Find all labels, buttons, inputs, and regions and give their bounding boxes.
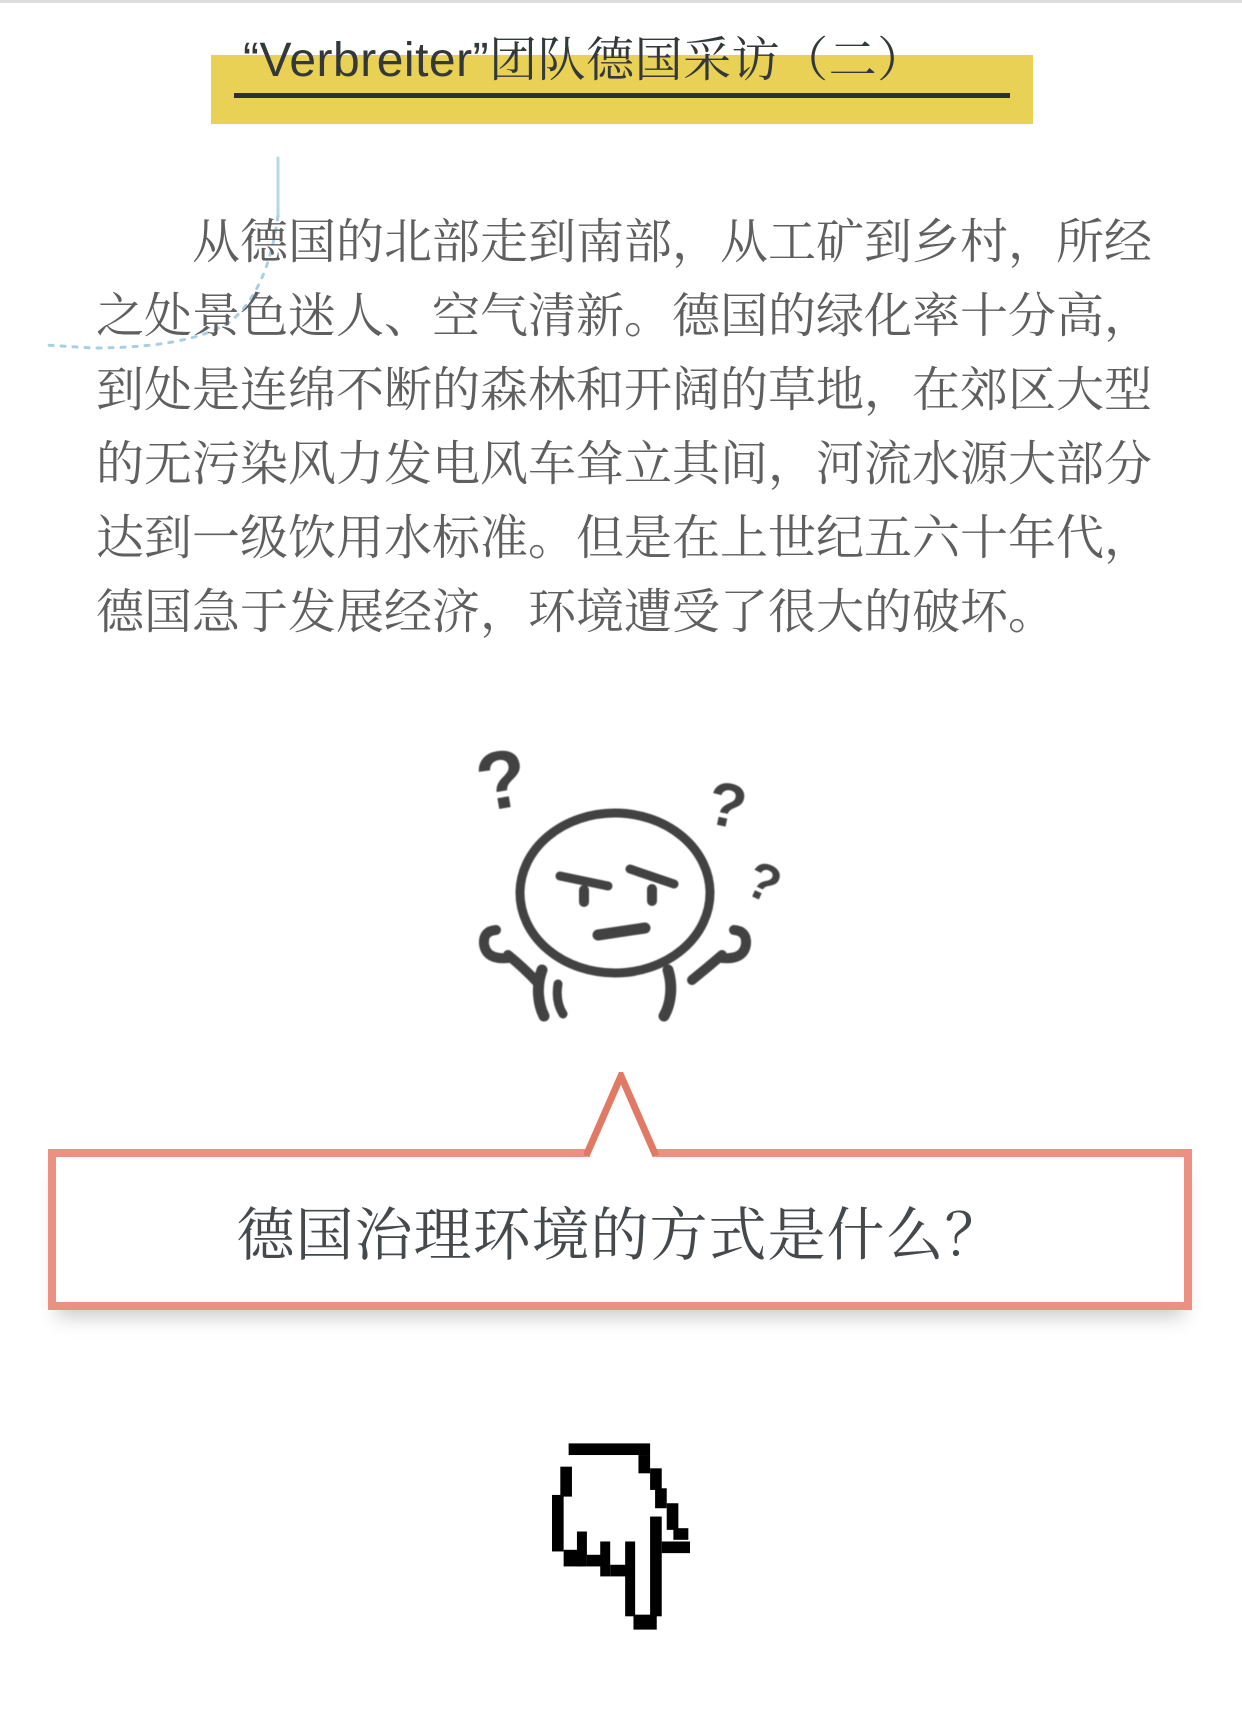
- paragraph-line: 德国急于发展经济，环境遭受了很大的破坏。: [96, 586, 1057, 639]
- paragraph-line: 到处是连绵不断的森林和开阔的草地，在郊区大型: [96, 364, 1153, 417]
- hand-pointing-down-icon[interactable]: [552, 1443, 690, 1630]
- paragraph-line: 之处景色迷人、空气清新。德国的绿化率十分高，: [96, 290, 1153, 343]
- paragraph-line: 从德国的北部走到南部，从工矿到乡村，所经: [192, 216, 1153, 269]
- callout-pointer-icon: [584, 1072, 659, 1160]
- article-paragraph: [96, 206, 1156, 650]
- page-title: “Verbreiter”团队德国采访（二）: [243, 34, 926, 87]
- question-text: 德国治理环境的方式是什么？: [236, 1202, 1004, 1268]
- question-mark-glyph: ?: [737, 849, 790, 916]
- confused-face-meme-image[interactable]: [430, 690, 790, 1050]
- question-mark-glyph: ?: [469, 731, 535, 830]
- title-underline: [234, 93, 1010, 98]
- paragraph-line: 达到一级饮用水标准。但是在上世纪五六十年代，: [96, 512, 1153, 565]
- top-divider: [0, 0, 1242, 3]
- question-mark-glyph: ?: [701, 768, 753, 844]
- question-callout-box: [48, 1149, 1192, 1310]
- paragraph-line: 的无污染风力发电风车耸立其间，河流水源大部分: [96, 438, 1153, 491]
